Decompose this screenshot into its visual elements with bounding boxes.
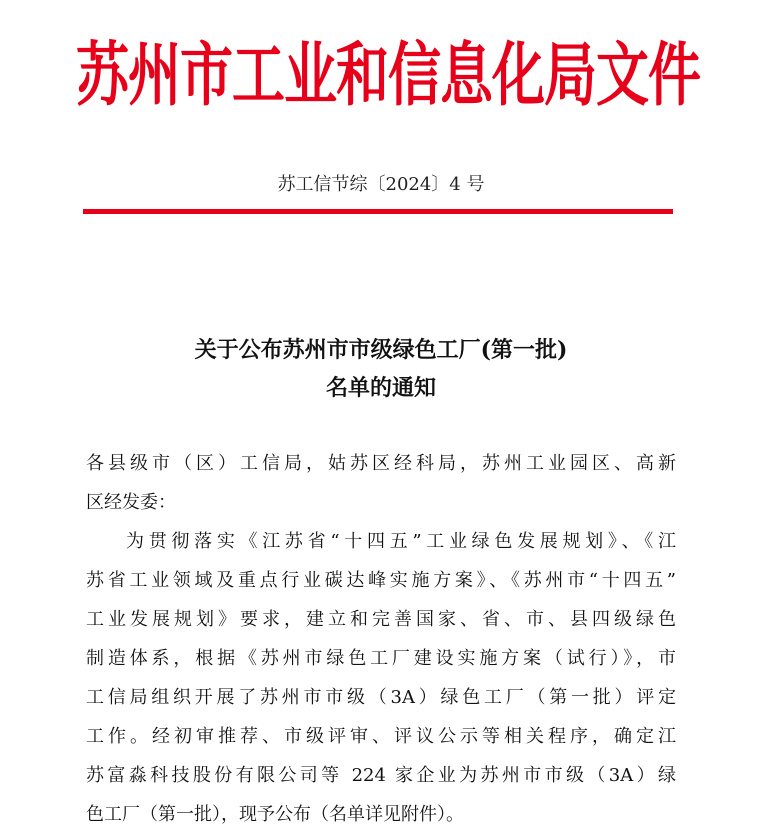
- notice-title-line-2: 名单的通知: [325, 375, 436, 401]
- addressee-line-2: 区经发委：: [86, 492, 176, 513]
- paragraph-line-3: 工业发展规划》要求，建立和完善国家、省、市、县四级绿色: [86, 609, 676, 630]
- paragraph-line-1: 为贯彻落实《江苏省“十四五”工业绿色发展规划》、《江: [126, 531, 676, 552]
- document-number: 苏工信节综〔2024〕4 号: [277, 174, 485, 195]
- paragraph-line-7: 苏富淼科技股份有限公司等 224 家企业为苏州市市级（3A）绿: [86, 765, 676, 786]
- addressee-line-1: 各县级市（区）工信局，姑苏区经科局，苏州工业园区、高新: [86, 453, 676, 474]
- paragraph-line-2: 苏省工业领域及重点行业碳达峰实施方案》、《苏州市“十四五”: [86, 570, 676, 591]
- red-divider-line: [83, 209, 673, 214]
- paragraph-line-8: 色工厂（第一批），现予公布（名单详见附件）。: [86, 804, 464, 825]
- issuer-masthead-title: 苏州市工业和信息化局文件: [76, 34, 700, 116]
- paragraph-line-4: 制造体系，根据《苏州市绿色工厂建设实施方案（试行）》，市: [86, 648, 676, 669]
- paragraph-line-5: 工信局组织开展了苏州市市级（3A）绿色工厂（第一批）评定: [86, 687, 676, 708]
- notice-title-line-1: 关于公布苏州市市级绿色工厂(第一批): [194, 337, 568, 363]
- paragraph-line-6: 工作。经初审推荐、市级评审、评议公示等相关程序，确定江: [86, 726, 676, 747]
